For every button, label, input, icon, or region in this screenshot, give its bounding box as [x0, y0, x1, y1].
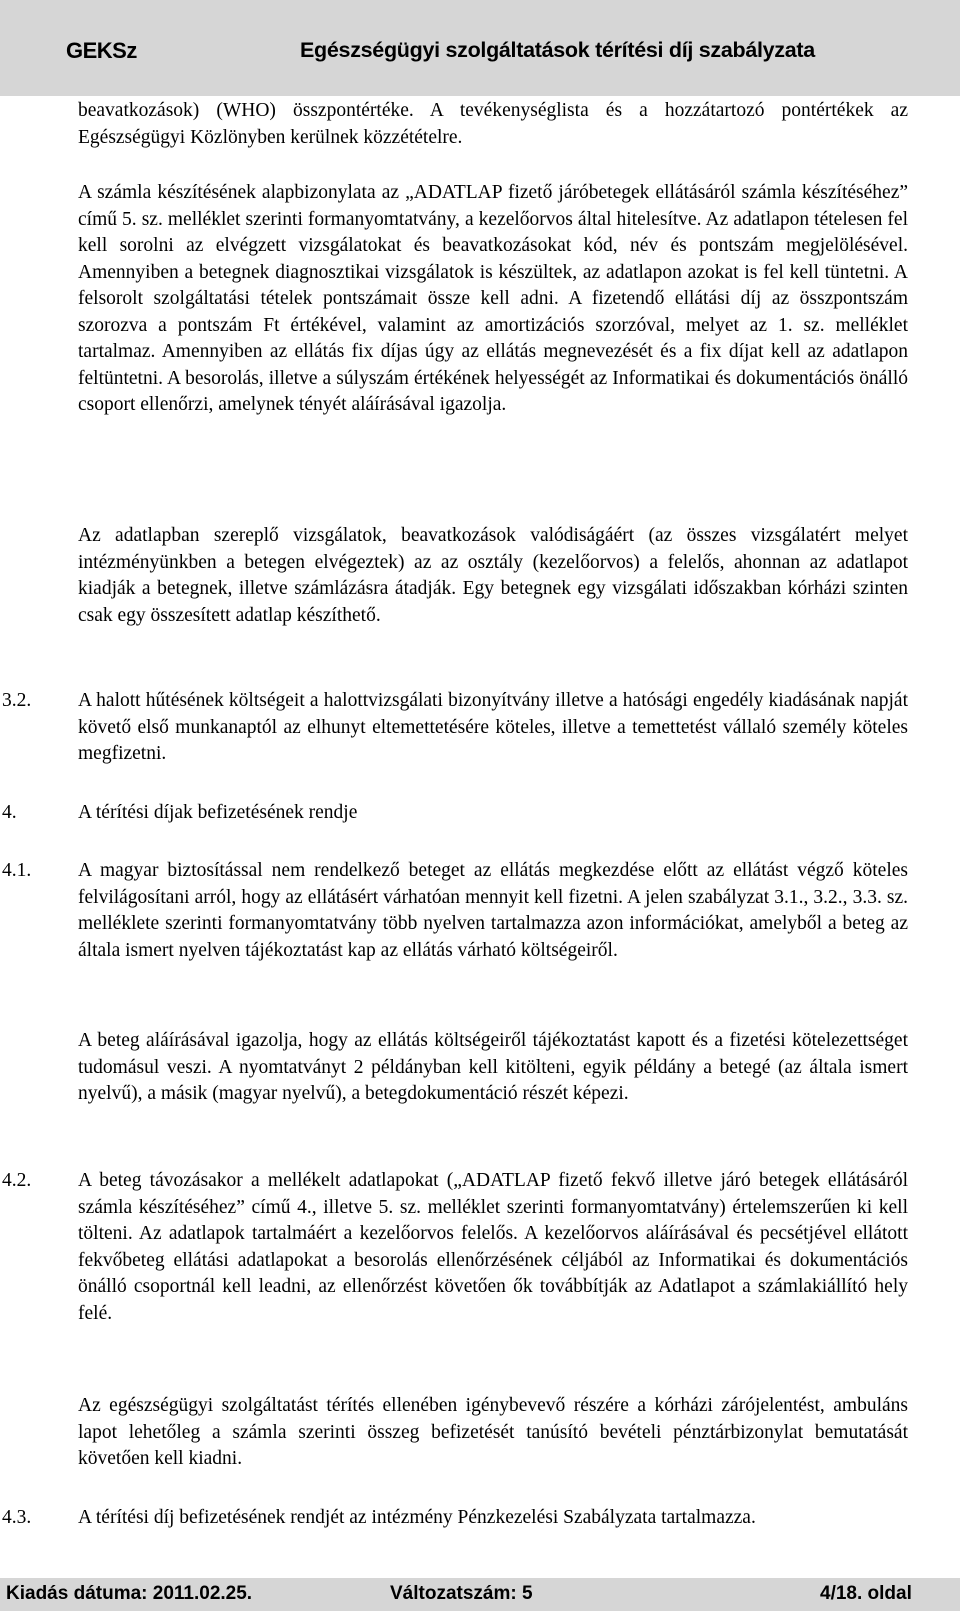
footer-page-number: 4/18. oldal — [820, 1583, 912, 1604]
header-org: GEKSz — [66, 38, 137, 63]
section-number-4-2: 4.2. — [2, 1170, 32, 1191]
section-number-4: 4. — [2, 802, 17, 823]
paragraph-intro: beavatkozások) (WHO) összpontértéke. A tevékenységlista és a hozzátartozó pontértékek az Egészségügyi Közlönyben kerülnek közzétételre. — [78, 100, 908, 148]
section-4-2-discharge: Az egészségügyi szolgáltatást térítés ellenében igénybevevő részére a kórházi zárójelentést, ambuláns lapot lehetőleg a számla szerinti összeg befizetését tanúsító bevételi pénztárbizonylat bemutatását követően kell kiadni. — [78, 1395, 908, 1469]
page-header — [0, 0, 960, 96]
footer-version: Változatszám: 5 — [390, 1583, 533, 1604]
section-4-2-text: A beteg távozásakor a mellékelt adatlapokat („ADATLAP fizető fekvő illetve járó betegek ellátásáról számla készítéséhez” című 4., illetve 5. sz. melléklet szerinti formanyomtatvány) értelemszerűen ki kell tölteni. Az adatlapok tartalmáért a kezelőorvos felelős. A kezelőorvos aláírásával és pecsétjével ellátott fekvőbeteg ellátási adatlapokat a besorolás ellenőrzésének céljából az Informatikai és dokumentációs önálló csoportnál kell leadni, az ellenőrzést követően ők továbbítják az Adatlapot a számlakiállító hely felé. — [78, 1170, 908, 1324]
section-number-4-3: 4.3. — [2, 1507, 32, 1528]
section-4-1-signature: A beteg aláírásával igazolja, hogy az ellátás költségeiről tájékoztatást kapott és a fizetési kötelezettséget tudomásul veszi. A nyomtatványt 2 példányban kell kitölteni, egyik példány a betegé (az általa ismert nyelvű), a másik (magyar nyelvű), a betegdokumentáció részét képezi. — [78, 1030, 908, 1104]
section-3-2-text: A halott hűtésének költségeit a halottvizsgálati bizonyítvány illetve a hatósági engedély kiadásának napját követő első munkanaptól az elhunyt eltemettetésére köteles, illetve a temettetést vállaló személy köteles megfizetni. — [78, 690, 908, 764]
paragraph-invoice-basis: A számla készítésének alapbizonylata az „ADATLAP fizető járóbetegek ellátásáról számla készítéséhez” című 5. sz. melléklet szerinti formanyomtatvány, a kezelőorvos által hitelesítve. Az adatlapon tételesen fel kell sorolni az elvégzett vizsgálatokat és beavatkozásokat kód, név és pontszám megjelölésével. Amennyiben a betegnek diagnosztikai vizsgálatok is készültek, az adatlapon azokat is fel kell tüntetni. A felsorolt szolgáltatási tételek pontszámait össze kell adni. A fizetendő ellátási díj az összpontszám szorozva a pontszám Ft értékével, valamint az amortizációs szorzóval, melyet az 1. sz. melléklet tartalmaz. Amennyiben az ellátás fix díjas úgy az ellátás megnevezését és a fix díjat kell az adatlapon feltüntetni. A besorolás, illetve a súlyszám értékének helyességét az Informatikai és dokumentációs önálló csoport ellenőrzi, amelynek tényét aláírásával igazolja. — [78, 182, 908, 415]
section-4-heading: A térítési díjak befizetésének rendje — [78, 802, 358, 823]
section-4-1-text: A magyar biztosítással nem rendelkező beteget az ellátás megkezdése előtt az ellátást végző köteles felvilágosítani arról, hogy az ellátásért várhatóan mennyit kell fizetni. A jelen szabályzat 3.1., 3.2., 3.3. sz. melléklete szerinti formanyomtatvány több nyelven tartalmazza azon információkat, amelyből a beteg az általa ismert nyelven tájékoztatást kap az ellátás várható költségeiről. — [78, 860, 908, 961]
section-4-3-text: A térítési díj befizetésének rendjét az intézmény Pénzkezelési Szabályzata tartalmazza. — [78, 1507, 756, 1528]
section-number-4-1: 4.1. — [2, 860, 32, 881]
section-number-3-2: 3.2. — [2, 690, 32, 711]
page-footer — [0, 1578, 960, 1611]
paragraph-adatlap-responsibility: Az adatlapban szereplő vizsgálatok, beavatkozások valódiságáért (az összes vizsgálatért melyet intézményünkben a betegen elvégeztek) az az osztály (kezelőorvos) a felelős, ahonnan az adatlapot kiadják a betegnek, illetve számlázásra átadják. Egy betegnek egy vizsgálati időszakban kórházi szinten csak egy összesített adatlap készíthető. — [78, 525, 908, 626]
header-title: Egészségügyi szolgáltatások térítési díj szabályzata — [300, 38, 815, 62]
footer-issue-date: Kiadás dátuma: 2011.02.25. — [6, 1583, 253, 1604]
